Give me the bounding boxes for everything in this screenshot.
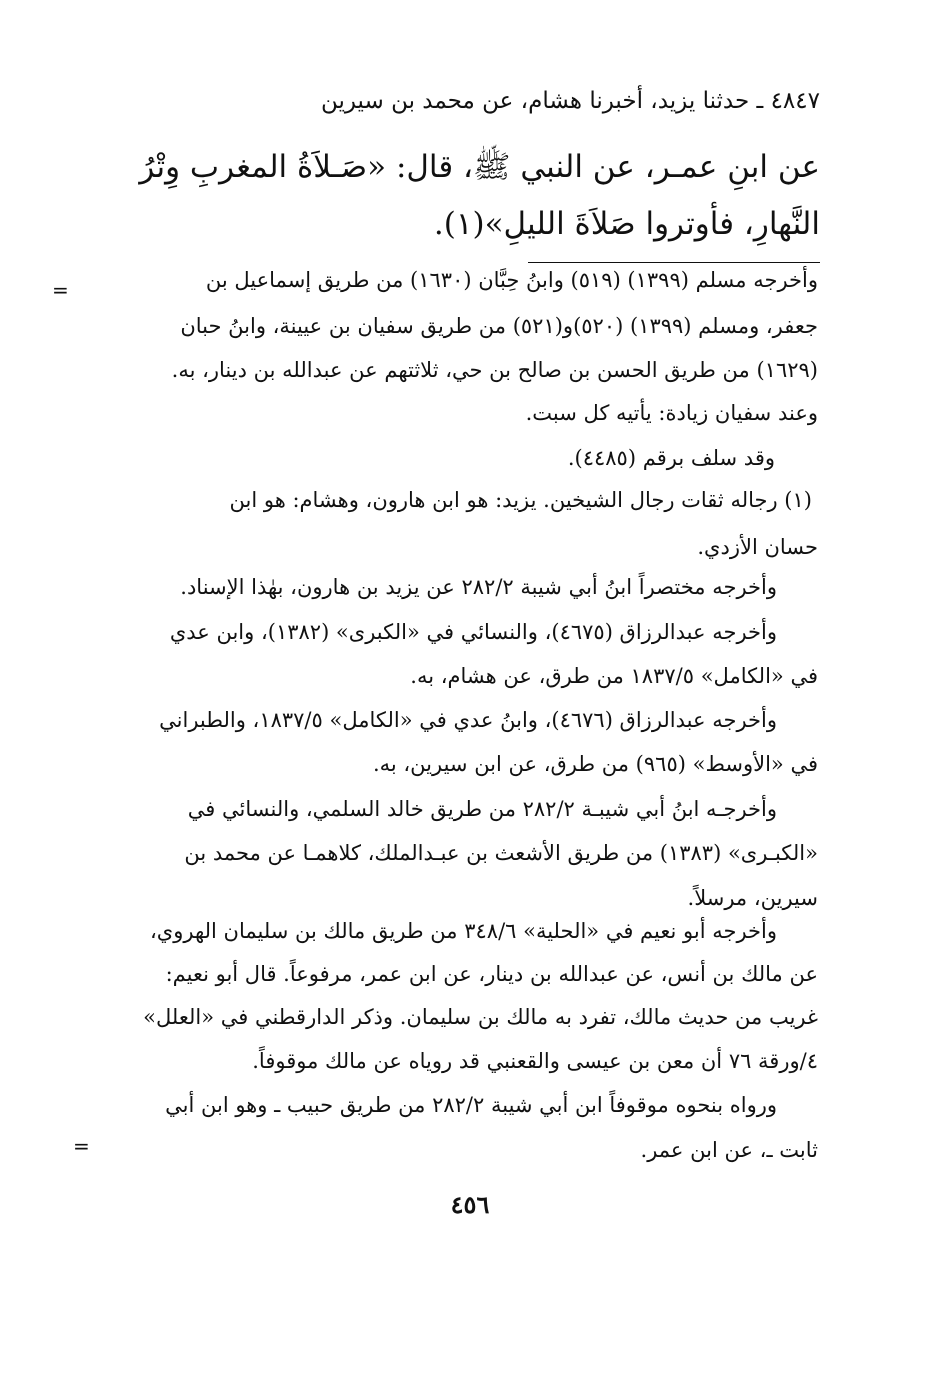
page-number: ٤٥٦	[450, 1190, 490, 1219]
footnote-line: وأخرجه عبدالرزاق (٤٦٧٥)، والنسائي في «الكبرى» (١٣٨٢)، وابن عدي	[169, 620, 777, 644]
footnote-separator	[528, 262, 820, 263]
hadith-matn-line-2: النَّهارِ، فأوتروا صَلاَةَ الليلِ»(١).	[433, 206, 820, 242]
footnote-line: في «الكامل» ١٨٣٧/٥ من طرق، عن هشام، به.	[410, 664, 818, 688]
continuation-mark-top: =	[52, 278, 69, 302]
footnote-line: (١٦٢٩) من طريق الحسن بن صالح بن حي، ثلاثتهم عن عبدالله بن دينار، به.	[171, 358, 818, 382]
footnote-line: (١) رجاله ثقات رجال الشيخين. يزيد: هو ابن هارون، وهشام: هو ابن	[229, 488, 812, 512]
hadith-matn-line-1: عن ابنِ عمـر، عن النبي ﷺ، قال: «صَـلاَةُ المغربِ وِتْرُ	[139, 149, 820, 185]
footnote-line: وعند سفيان زيادة: يأتيه كل سبت.	[525, 401, 818, 425]
footnote-line: حسان الأزدي.	[697, 535, 818, 559]
footnote-line: وأخرجـه ابنُ أبي شيبـة ٢٨٢/٢ من طريق خالد السلمي، والنسائي في	[187, 797, 777, 821]
continuation-mark-bottom: =	[73, 1134, 90, 1158]
footnote-line: جعفر، ومسلم (١٣٩٩) (٥٢٠)و(٥٢١) من طريق سفيان بن عيينة، وابنُ حبان	[180, 314, 818, 338]
footnote-line: غريب من حديث مالك، تفرد به مالك بن سليمان. وذكر الدارقطني في «العلل»	[143, 1005, 818, 1029]
footnote-line: سيرين، مرسلاً.	[687, 886, 818, 910]
footnote-line: ٤/ورقة ٧٦ أن معن بن عيسى والقعنبي قد روياه عن مالك موقوفاً.	[252, 1049, 818, 1073]
hadith-isnad: ٤٨٤٧ ـ حدثنا يزيد، أخبرنا هشام، عن محمد بن سيرين	[320, 88, 820, 114]
footnote-line: في «الأوسط» (٩٦٥) من طرق، عن ابن سيرين، به.	[372, 752, 818, 776]
footnote-line: وأخرجه أبو نعيم في «الحلية» ٣٤٨/٦ من طريق مالك بن سليمان الهروي،	[150, 919, 777, 943]
footnote-line: وأخرجه مختصراً ابنُ أبي شيبة ٢٨٢/٢ عن يزيد بن هارون، بهٰذا الإسناد.	[180, 575, 777, 599]
footnote-line: وأخرجه عبدالرزاق (٤٦٧٦)، وابنُ عدي في «الكامل» ١٨٣٧/٥، والطبراني	[159, 708, 777, 732]
footnote-line: وأخرجه مسلم (١٣٩٩) (٥١٩) وابنُ حِبَّان (١٦٣٠) من طريق إسماعيل بن	[205, 268, 818, 292]
footnote-line: عن مالك بن أنس، عن عبدالله بن دينار، عن ابن عمر، مرفوعاً. قال أبو نعيم:	[165, 962, 818, 986]
footnote-line: ثابت ـ، عن ابن عمر.	[640, 1138, 818, 1162]
footnote-line: ورواه بنحوه موقوفاً ابن أبي شيبة ٢٨٢/٢ من طريق حبيب ـ وهو ابن أبي	[165, 1093, 777, 1117]
footnote-line: «الكبـرى» (١٣٨٣) من طريق الأشعث بن عبـدالملك، كلاهمـا عن محمد بن	[184, 841, 818, 865]
footnote-line: وقد سلف برقم (٤٤٨٥).	[567, 446, 775, 470]
